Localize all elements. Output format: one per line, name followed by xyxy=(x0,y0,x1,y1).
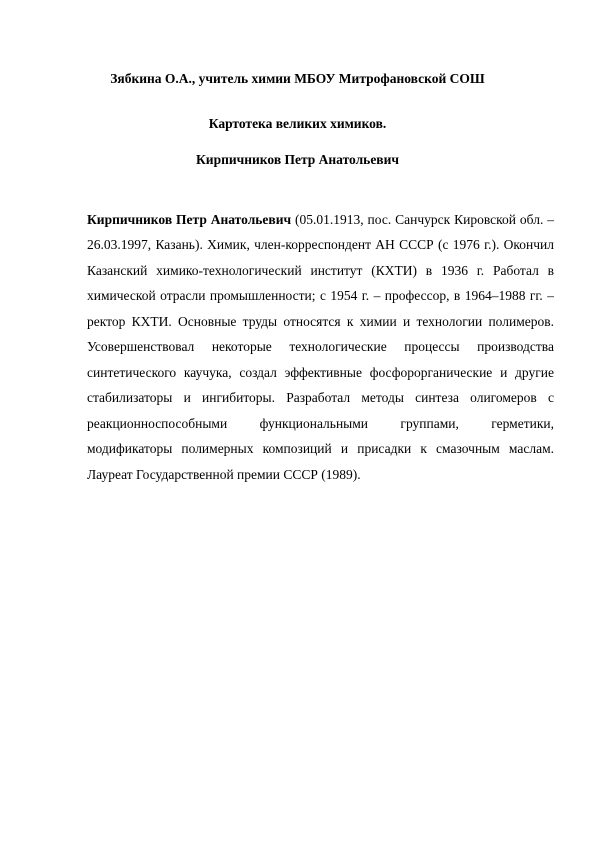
biography-paragraph xyxy=(87,207,554,488)
biography-lead-name: Кирпичников Петр Анатольевич xyxy=(87,211,292,227)
author-line: Зябкина О.А., учитель химии МБОУ Митрофановской СОШ xyxy=(110,71,485,86)
biography-text: (05.01.1913, пос. Санчурск Кировской обл. – 26.03.1997, Казань). Химик, член-корреспондент АН СССР (с 1976 г.). Окончил Казанский химико-технологический институт (КХТИ) в 1936 г. Работал в химической отрасли промышленности; с 1954 г. – профессор, в 1964–1988 гг. – ректор КХТИ. Основные труды относятся к химии и технологии полимеров. Усовершенствовал некоторые технологические процессы производства синтетического каучука, создал эффективные фосфорорганические и другие стабилизаторы и ингибиторы. Разработал методы синтеза олигомеров с реакционноспособными функциональными группами, герметики, модификаторы полимерных композиций и присадки к смазочным маслам. Лауреат Государственной премии СССР (1989). xyxy=(87,211,554,482)
collection-title: Картотека великих химиков. xyxy=(208,116,387,131)
chemist-name-heading: Кирпичников Петр Анатольевич xyxy=(196,152,399,167)
